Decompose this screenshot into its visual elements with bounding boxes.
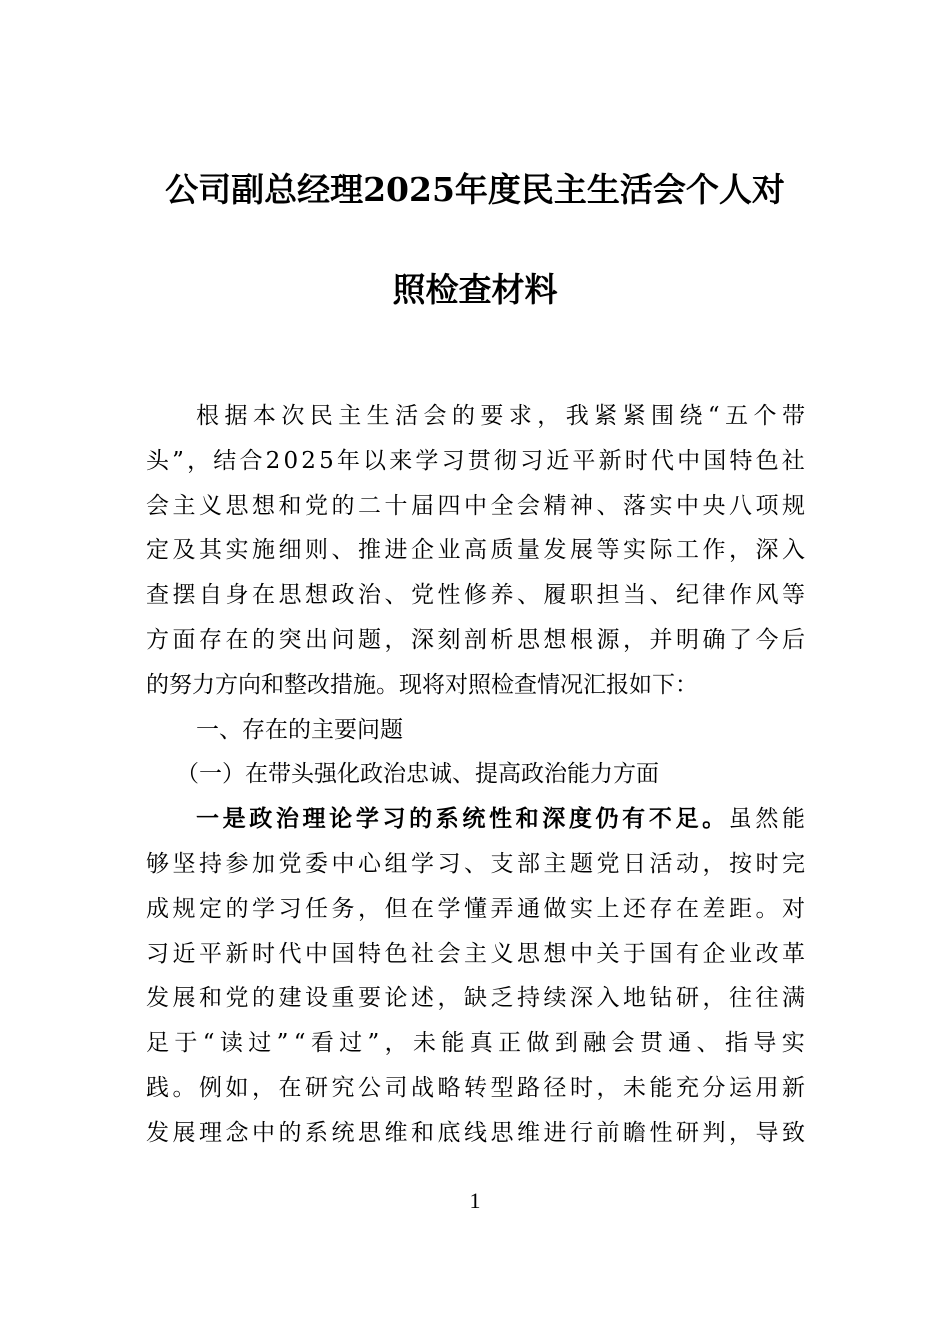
text-line: 习 近 平 新 时 代 中 国 特 色 社 会 主 义 思 想 中 关 于 国 有 企 业 改 革: [146, 940, 805, 967]
text-line: 头 ” ， 结 合 2 0 2 5 年 以 来 学 习 贯 彻 习 近 平 新 时 代 中 国 特 色 社: [146, 447, 805, 474]
text-line: 查 摆 自 身 在 思 想 政 治 、 党 性 修 养 、 履 职 担 当 、 纪 律 作 风 等: [146, 582, 805, 609]
intro-paragraph: [146, 394, 805, 708]
title-line-1: 公司副总经理2025年度民主生活会个人对: [165, 170, 785, 209]
page-number: 1: [469, 1188, 481, 1213]
subsection-heading: （一）在带头强化政治忠诚、提高政治能力方面: [176, 761, 659, 788]
point-paragraph: [146, 797, 805, 1155]
text-line: 发 展 理 念 中 的 系 统 思 维 和 底 线 思 维 进 行 前 瞻 性 研 判 ， 导 致: [146, 1119, 805, 1146]
text-line: 成 规 定 的 学 习 任 务 ， 但 在 学 懂 弄 通 做 实 上 还 存 在 差 距 。 对: [146, 895, 805, 922]
document-title: [0, 140, 950, 340]
section-heading: 一、存在的主要问题: [196, 716, 403, 743]
title-line-2: 照检查材料: [392, 270, 558, 309]
text-line: 会 主 义 思 想 和 党 的 二 十 届 四 中 全 会 精 神 、 落 实 中 央 八 项 规: [146, 492, 805, 519]
text-line: 践 。 例 如 ， 在 研 究 公 司 战 略 转 型 路 径 时 ， 未 能 充 分 运 用 新: [146, 1074, 805, 1101]
point-lead: 一是政治理论学习的系统性和深度仍有不足。: [196, 805, 729, 833]
document-body: [146, 394, 805, 1156]
text-line: 定 及 其 实 施 细 则 、 推 进 企 业 高 质 量 发 展 等 实 际 工 作 ， 深 入: [146, 537, 805, 564]
text-line: 发 展 和 党 的 建 设 重 要 论 述 ， 缺 乏 持 续 深 入 地 钻 研 ， 往 往 满: [146, 985, 805, 1012]
text-line: 够 坚 持 参 加 党 委 中 心 组 学 习 、 支 部 主 题 党 日 活 动 ， 按 时 完: [146, 850, 805, 877]
text-line: 方 面 存 在 的 突 出 问 题 ， 深 刻 剖 析 思 想 根 源 ， 并 明 确 了 今 后: [146, 626, 805, 653]
point-text: 虽然能: [728, 806, 806, 833]
text-line: 足 于 “ 读 过 ” “ 看 过 ” ， 未 能 真 正 做 到 融 会 贯 通 、 指 导 实: [146, 1030, 805, 1057]
text-line: [146, 797, 805, 842]
text-line: 的努力方向和整改措施。现将对照检查情况汇报如下：: [146, 671, 698, 698]
text-line: 根 据 本 次 民 主 生 活 会 的 要 求 ， 我 紧 紧 围 绕 “ 五 个 带: [196, 403, 805, 429]
